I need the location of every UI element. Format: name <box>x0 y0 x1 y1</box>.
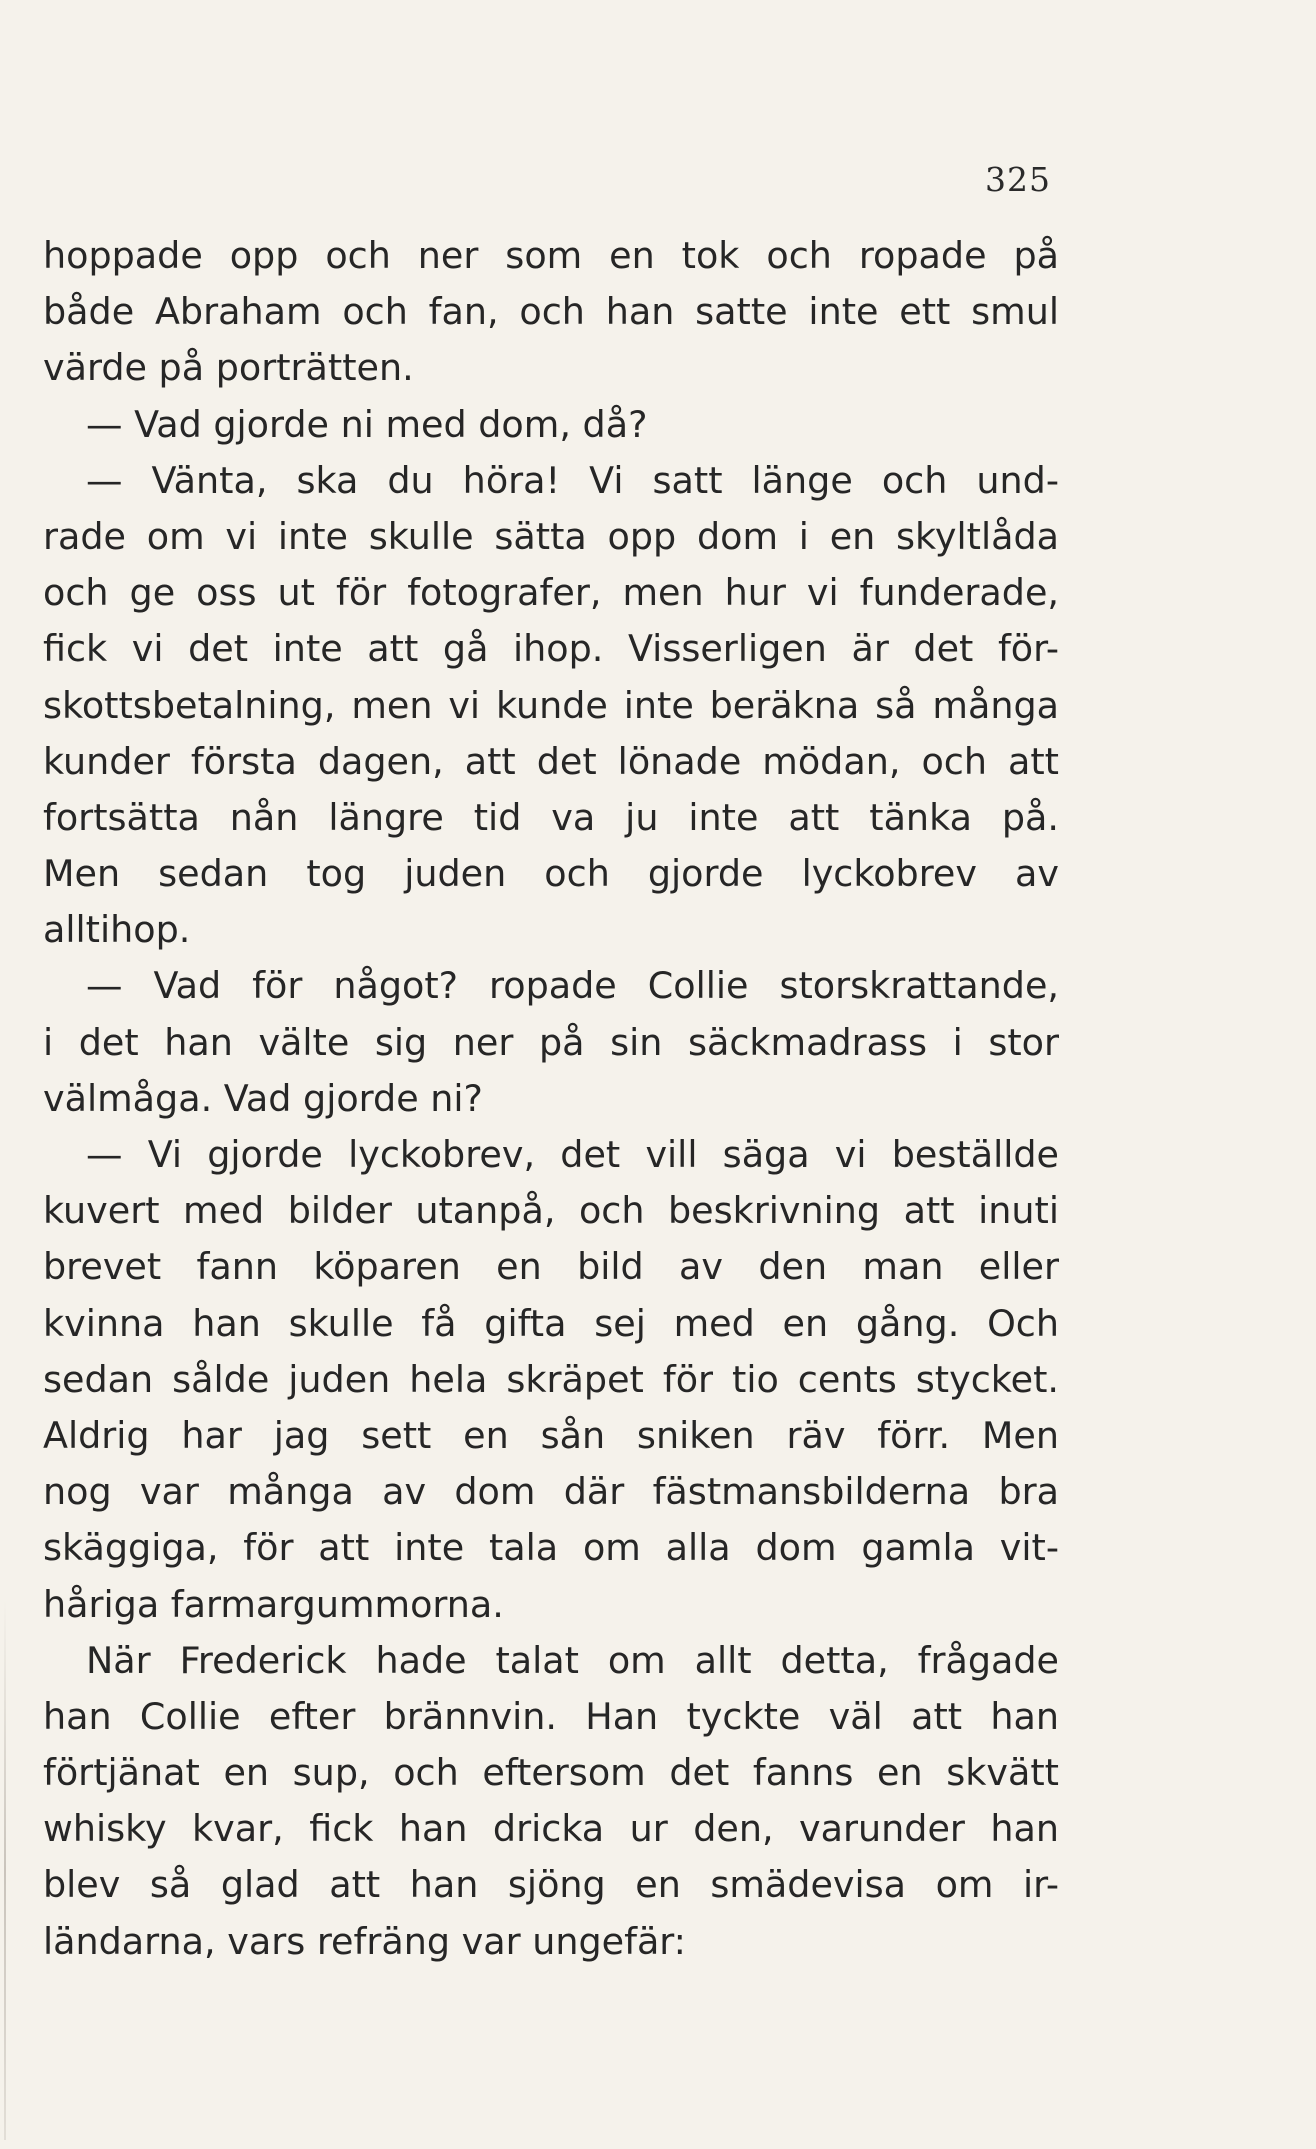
text-line: skottsbetalning, men vi kunde inte beräkna så många <box>43 683 1059 727</box>
text-line: — Vänta, ska du höra! Vi satt länge och und- <box>86 458 1059 502</box>
text-line: — Vad för något? ropade Collie storskrattande, <box>86 964 1059 1008</box>
text-line: välmåga. Vad gjorde ni? <box>43 1076 483 1120</box>
text-line: värde på porträtten. <box>43 346 414 390</box>
text-line: håriga farmargummorna. <box>43 1582 504 1626</box>
text-line: rade om vi inte skulle sätta opp dom i en skyltlåda <box>43 514 1059 558</box>
page-edge-shadow <box>4 1600 6 2140</box>
body-text <box>43 228 1059 1970</box>
text-line: whisky kvar, fick han dricka ur den, varunder han <box>43 1807 1059 1851</box>
text-line: både Abraham och fan, och han satte inte ett smul <box>43 290 1059 334</box>
text-line: kunder första dagen, att det lönade mödan, och att <box>43 739 1059 783</box>
text-line: han Collie efter brännvin. Han tyckte väl att han <box>43 1694 1059 1738</box>
text-line: — Vad gjorde ni med dom, då? <box>86 402 648 446</box>
text-line: När Frederick hade talat om allt detta, frågade <box>86 1638 1059 1682</box>
text-line: skäggiga, för att inte tala om alla dom gamla vit- <box>43 1526 1059 1570</box>
text-line: alltihop. <box>43 908 191 952</box>
text-line: förtjänat en sup, och eftersom det fanns en skvätt <box>43 1751 1059 1795</box>
text-line: fick vi det inte att gå ihop. Visserligen är det för- <box>43 627 1059 671</box>
text-line: blev så glad att han sjöng en smädevisa om ir- <box>43 1863 1059 1907</box>
text-line: och ge oss ut för fotografer, men hur vi funderade, <box>43 571 1059 615</box>
text-line: Men sedan tog juden och gjorde lyckobrev av <box>43 852 1059 896</box>
text-line: kvinna han skulle få gifta sej med en gång. Och <box>43 1301 1059 1345</box>
text-line: brevet fann köparen en bild av den man eller <box>43 1245 1059 1289</box>
page-number: 325 <box>985 160 1051 199</box>
text-line: hoppade opp och ner som en tok och ropade på <box>43 234 1059 277</box>
text-line: — Vi gjorde lyckobrev, det vill säga vi beställde <box>86 1133 1059 1176</box>
text-line: ländarna, vars refräng var ungefär: <box>43 1919 686 1963</box>
text-line: i det han välte sig ner på sin säckmadrass i stor <box>43 1020 1059 1064</box>
text-line: Aldrig har jag sett en sån sniken räv förr. Men <box>43 1413 1059 1457</box>
text-line: kuvert med bilder utanpå, och beskrivning att inuti <box>43 1189 1059 1233</box>
text-line: nog var många av dom där fästmansbilderna bra <box>43 1470 1059 1514</box>
text-line: sedan sålde juden hela skräpet för tio cents stycket. <box>43 1357 1059 1401</box>
text-line: fortsätta nån längre tid va ju inte att tänka på. <box>43 795 1059 839</box>
